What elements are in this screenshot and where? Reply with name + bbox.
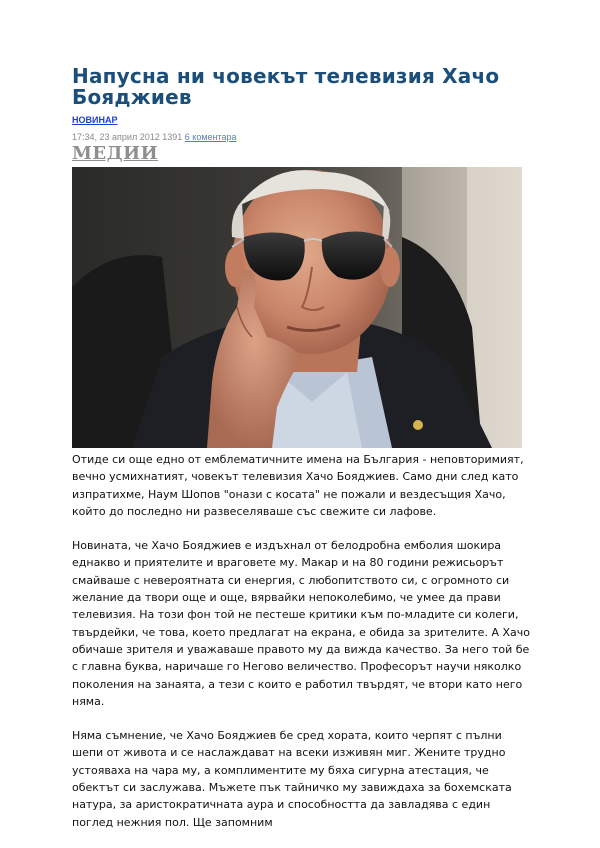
view-count: 1391 — [162, 132, 183, 142]
comments-link[interactable]: 6 коментара — [184, 132, 237, 142]
article-photo — [72, 167, 522, 448]
article-date: 17:34, 23 април 2012 — [72, 132, 160, 142]
article-body — [72, 451, 534, 831]
category-link[interactable]: НОВИНАР — [72, 115, 118, 125]
article-title: Напусна ни човекът телевизия Хачо Бояджиев — [72, 64, 500, 109]
article — [72, 66, 532, 848]
portrait-image — [72, 167, 522, 448]
paragraph: Няма съмнение, че Хачо Бояджиев бе сред хората, които черпят с пълни шепи от живота и се наслаждават на всеки изживян миг. Жените трудно устояваха на чара му, а комплиментите му бяха сигурна атестация, че обектът си заслужава. Мъжете пък тайничко му завиждаха за бохемската натура, за аристократичната аура и способността да завладява с един поглед нежния пол. Ще запомним — [72, 729, 512, 829]
paragraph: Отиде си още едно от емблематичните имена на България - неповторимият, вечно усмихнатият, човекът телевизия Хачо Бояджиев. Само дни след като изпратихме, Наум Шопов "онази с косата" не пожали и вездесъщия Хачо, който до последно ни развеселяваше със свежите си лафове. — [72, 453, 524, 518]
section-heading[interactable]: МЕДИИ — [72, 143, 159, 164]
paragraph: Новината, че Хачо Бояджиев е издъхнал от белодробна емболия шокира еднакво и приятелите и враговете му. Макар и на 80 години режисьорът смайваше с невероятната си енергия, с любопитството си, с огромното си желание да твори още и още, вярвайки непоколебимо, че умее да прави телевизия. На този фон той не пестеше критики към по-младите си колеги, твърдейки, че това, което предлагат на екрана, е обида за зрителите. А Хачо обичаше зрителя и уважаваше правото му да вижда качество. За него той бе с главна буква, наричаше го Негово величество. Професорът научи няколко поколения на занаята, а тези с които е работил твърдят, че втори като него няма. — [72, 539, 530, 708]
article-meta — [72, 131, 532, 143]
